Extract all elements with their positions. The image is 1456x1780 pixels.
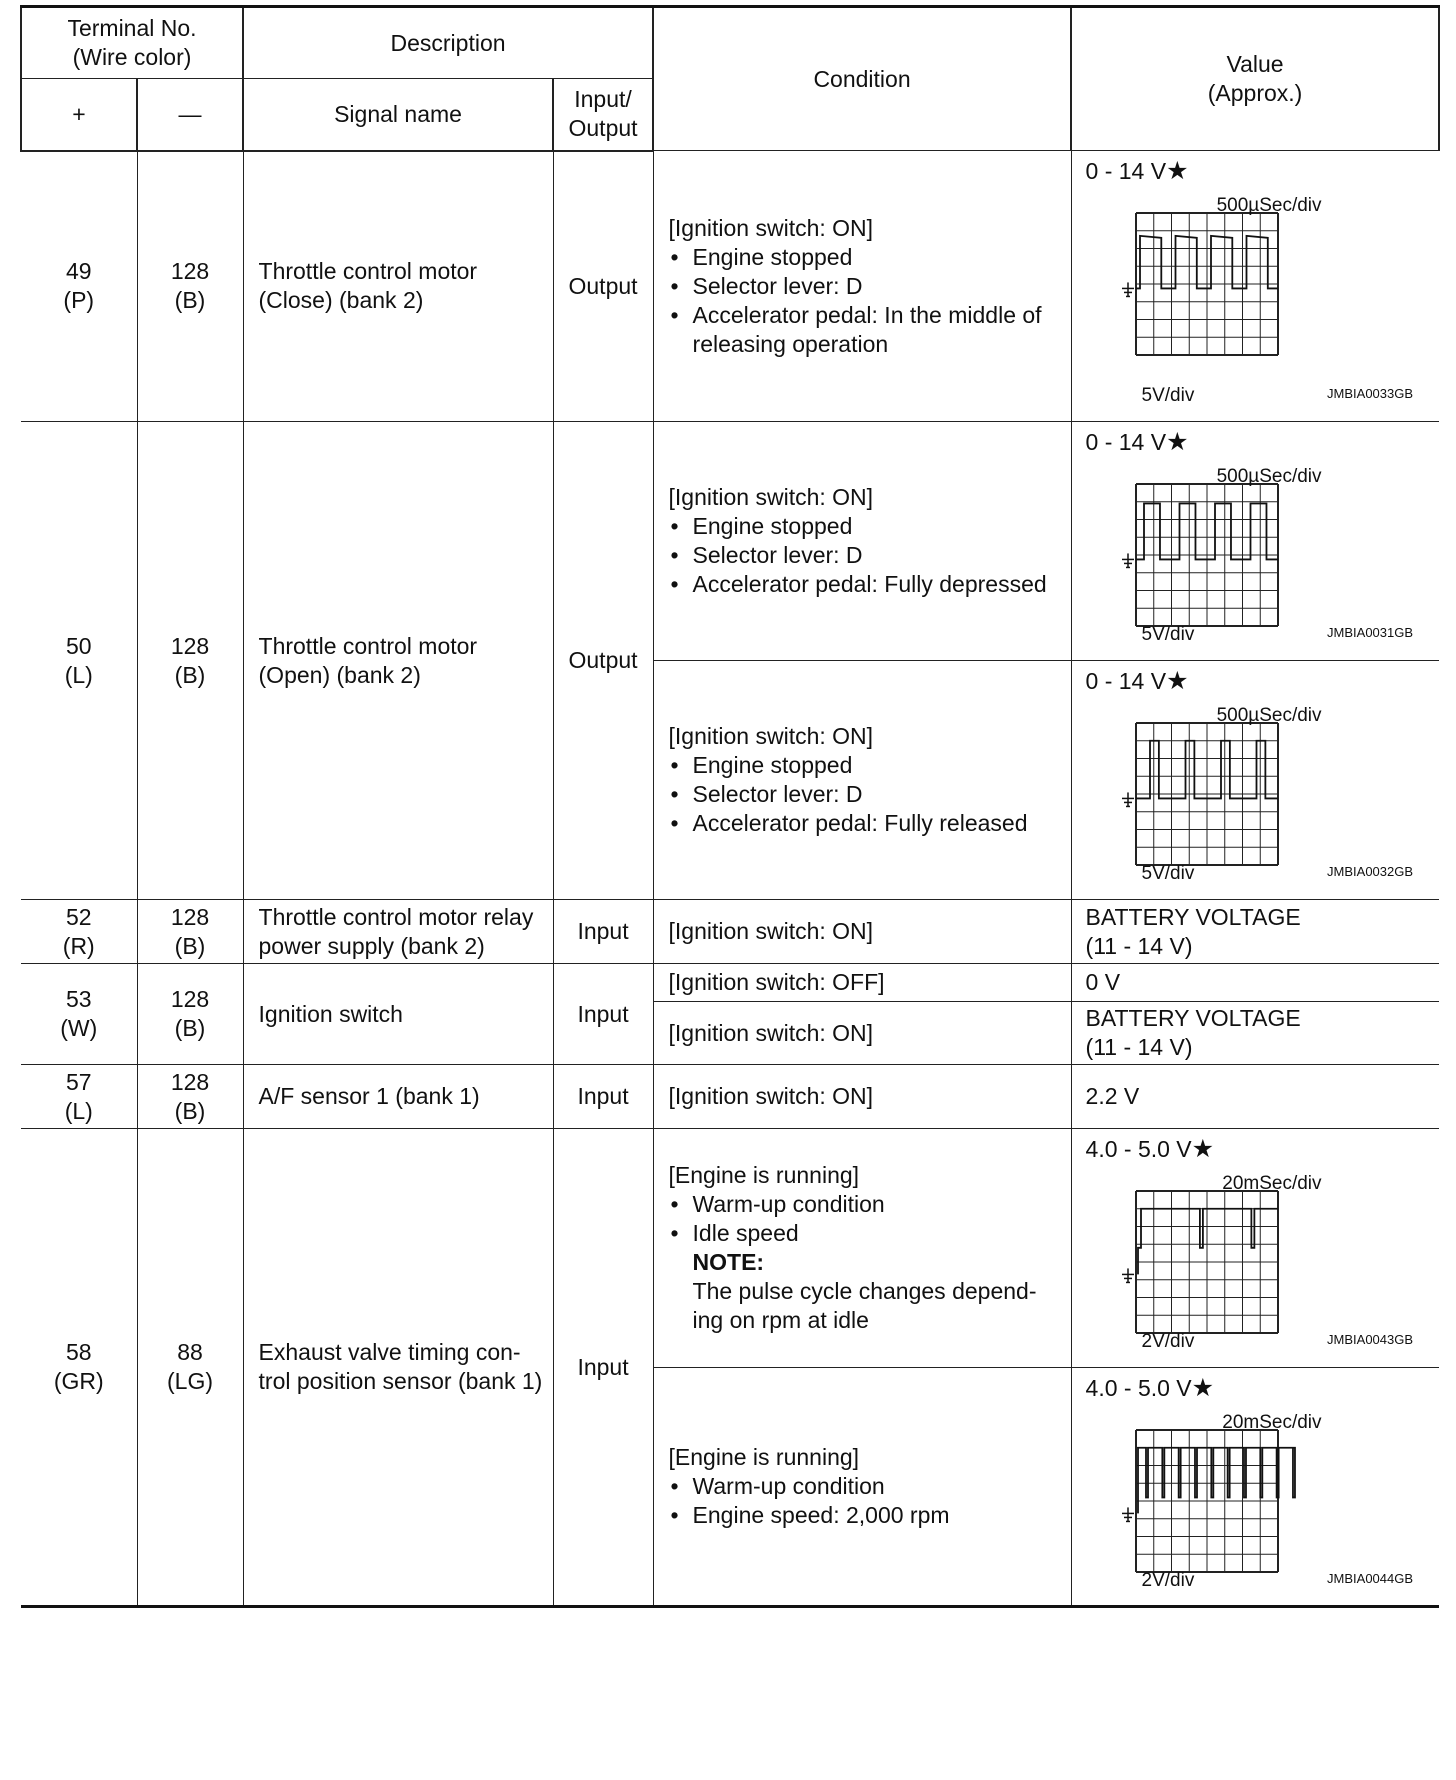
- scope-figure-code: JMBIA0031GB: [1327, 625, 1414, 640]
- terminal-rows: [21, 151, 1439, 1607]
- value-line: 2.2 V: [1085, 1083, 1140, 1109]
- terminal-plus: [21, 964, 137, 1065]
- table-row: [21, 422, 1439, 661]
- value-waveform-box: [1072, 1129, 1440, 1366]
- signal-name: [243, 422, 553, 900]
- terminal-plus-number: 53: [65, 986, 92, 1012]
- value-line: (11 - 14 V): [1085, 932, 1193, 959]
- terminal-plus-number: 49: [65, 258, 92, 285]
- condition-text: [669, 1082, 1065, 1111]
- value-line: 0 V: [1085, 969, 1121, 995]
- table-row: [21, 1065, 1439, 1129]
- value-cell: [1071, 1002, 1439, 1065]
- terminal-minus: [137, 900, 243, 964]
- ground-icon: [1122, 792, 1134, 806]
- signal-name: [243, 964, 553, 1065]
- scope-figure-code: JMBIA0043GB: [1327, 1332, 1414, 1347]
- value-cell: [1071, 422, 1439, 661]
- terminal-minus-number: 128: [170, 258, 210, 285]
- condition-list: [669, 1190, 1065, 1248]
- terminal-plus-wire-color: (L): [64, 661, 93, 688]
- star-icon: ★: [1166, 157, 1189, 185]
- scope-volt-div: 2V/div: [1141, 1331, 1195, 1352]
- terminal-minus-number: 128: [170, 1068, 210, 1095]
- terminal-minus-number: 128: [170, 903, 210, 930]
- table-row: [21, 900, 1439, 964]
- condition-item: • Accelerator pedal: In the middle of releasing operation: [669, 301, 1065, 359]
- terminal-minus-wire-color: (B): [174, 1015, 206, 1041]
- value-voltage: [1086, 667, 1189, 696]
- header-minus: —: [137, 79, 243, 151]
- input-output: Input: [553, 1065, 653, 1129]
- condition-text: [669, 722, 1065, 838]
- scope-time-div: 500µSec/div: [1216, 705, 1322, 726]
- terminal-plus-wire-color: (GR): [53, 1368, 104, 1394]
- terminal-plus-number: 58: [65, 1339, 92, 1365]
- star-icon: ★: [1191, 1135, 1215, 1163]
- scope-volt-div: 5V/div: [1141, 624, 1195, 645]
- scope-figure-code: JMBIA0033GB: [1327, 386, 1414, 401]
- table-row: [21, 1129, 1439, 1368]
- scope-time-div: 20mSec/div: [1222, 1412, 1322, 1433]
- terminal-plus-number: 57: [65, 1068, 92, 1095]
- star-icon: ★: [1166, 667, 1189, 695]
- terminal-minus-wire-color: (B): [174, 932, 206, 959]
- terminal-minus-number: 88: [177, 1339, 203, 1365]
- condition-list: [669, 1472, 1065, 1530]
- value-cell: [1071, 900, 1439, 964]
- value-cell: [1071, 1368, 1439, 1607]
- value-voltage-text: 0 - 14 V: [1085, 429, 1167, 455]
- ground-icon: [1122, 282, 1134, 296]
- value-cell: [1071, 661, 1439, 900]
- condition-text: [669, 483, 1065, 599]
- condition-item: • Engine stopped: [669, 512, 1065, 541]
- signal-name-line: (Open) (bank 2): [258, 661, 421, 688]
- condition-text: [669, 214, 1065, 359]
- table-row: [21, 964, 1439, 1002]
- condition-head: [Ignition switch: ON]: [668, 1019, 874, 1046]
- value-cell: [1071, 1129, 1439, 1368]
- value-voltage: [1086, 1374, 1215, 1403]
- terminal-plus-number: 50: [65, 632, 92, 659]
- condition-text: [669, 968, 1065, 997]
- terminal-plus: [21, 900, 137, 964]
- terminal-minus: [137, 1129, 243, 1607]
- value-voltage-text: 0 - 14 V: [1085, 668, 1167, 694]
- header-input-output-line-1: Input/: [574, 86, 632, 113]
- terminal-spec-table: [20, 5, 1440, 1608]
- terminal-minus: [137, 422, 243, 900]
- signal-name-line: (Close) (bank 2): [258, 287, 424, 314]
- note-heading: NOTE:: [692, 1249, 765, 1275]
- value-line: BATTERY VOLTAGE: [1085, 903, 1301, 930]
- star-icon: ★: [1191, 1374, 1215, 1402]
- value-waveform-box: [1072, 1368, 1440, 1605]
- scope-time-div: 500µSec/div: [1216, 195, 1322, 216]
- terminal-plus: [21, 1129, 137, 1607]
- signal-name-line: power supply (bank 2): [258, 932, 485, 959]
- value-text: [1072, 1082, 1440, 1111]
- signal-name: [243, 1065, 553, 1129]
- condition-head: [Engine is running]: [668, 1444, 860, 1470]
- condition-cell: [653, 1002, 1071, 1065]
- signal-name-line: A/F sensor 1 (bank 1): [258, 1083, 480, 1109]
- value-cell: [1071, 964, 1439, 1002]
- signal-name: [243, 900, 553, 964]
- condition-item: • Engine speed: 2,000 rpm: [669, 1501, 1065, 1530]
- condition-item: • Warm-up condition: [669, 1472, 1065, 1501]
- condition-head: [Ignition switch: OFF]: [668, 969, 885, 995]
- header-condition: Condition: [653, 7, 1071, 151]
- condition-list: [669, 243, 1065, 359]
- condition-cell: [653, 1368, 1071, 1607]
- terminal-plus: [21, 422, 137, 900]
- terminal-plus: [21, 1065, 137, 1129]
- header-terminal-no: [21, 7, 243, 79]
- header-signal-name: Signal name: [243, 79, 553, 151]
- value-line: (11 - 14 V): [1085, 1034, 1193, 1060]
- note-text: ing on rpm at idle: [692, 1307, 869, 1333]
- terminal-minus: [137, 1065, 243, 1129]
- input-output: Output: [553, 422, 653, 900]
- signal-name-line: trol position sensor (bank 1): [258, 1368, 543, 1394]
- input-output: Input: [553, 900, 653, 964]
- value-voltage-text: 4.0 - 5.0 V: [1085, 1136, 1192, 1162]
- condition-text: [669, 1161, 1065, 1335]
- signal-name-line: Ignition switch: [258, 1000, 403, 1027]
- condition-item: • Engine stopped: [669, 751, 1065, 780]
- signal-name-line: Throttle control motor: [258, 632, 478, 659]
- condition-head: [Ignition switch: ON]: [668, 1083, 874, 1109]
- condition-head: [Engine is running]: [668, 1162, 860, 1188]
- value-voltage: [1086, 157, 1189, 186]
- condition-cell: [653, 964, 1071, 1002]
- terminal-plus: [21, 151, 137, 422]
- header-value-text: Value: [1226, 51, 1284, 77]
- value-voltage: [1086, 428, 1189, 457]
- terminal-minus-wire-color: (B): [174, 1097, 206, 1124]
- condition-text: [669, 1443, 1065, 1530]
- terminal-plus-wire-color: (R): [62, 932, 95, 959]
- header-value: [1071, 7, 1439, 151]
- signal-name-line: Throttle control motor relay: [258, 903, 534, 930]
- terminal-plus-wire-color: (P): [63, 287, 95, 314]
- condition-head: [Ignition switch: ON]: [668, 723, 874, 749]
- signal-name: [243, 1129, 553, 1607]
- terminal-minus-wire-color: (B): [174, 661, 206, 688]
- header-input-output: [553, 79, 653, 151]
- terminal-plus-wire-color: (L): [64, 1097, 93, 1124]
- signal-name: [243, 151, 553, 422]
- waveform-2000rpm-pulse: [1138, 1448, 1295, 1514]
- condition-head: [Ignition switch: ON]: [668, 484, 874, 510]
- value-text: [1072, 903, 1440, 961]
- header-wire-color-text: (Wire color): [72, 44, 192, 70]
- header-plus: +: [21, 79, 137, 151]
- value-voltage: [1086, 1135, 1215, 1164]
- input-output: Output: [553, 151, 653, 422]
- condition-cell: [653, 661, 1071, 900]
- terminal-plus-wire-color: (W): [60, 1015, 98, 1041]
- condition-text: [669, 917, 1065, 946]
- condition-item: • Engine stopped: [669, 243, 1065, 272]
- waveform-idle-pulse: [1138, 1209, 1278, 1275]
- condition-item: • Selector lever: D: [669, 272, 1065, 301]
- value-text: [1072, 968, 1440, 997]
- value-cell: [1071, 151, 1439, 422]
- signal-name-line: Exhaust valve timing con-: [258, 1339, 521, 1365]
- condition-cell: [653, 151, 1071, 422]
- scope-volt-div: 5V/div: [1141, 385, 1195, 406]
- note-text: The pulse cycle changes depend-: [692, 1278, 1037, 1304]
- condition-cell: [653, 900, 1071, 964]
- scope-figure-code: JMBIA0032GB: [1327, 864, 1414, 879]
- header-approx-text: (Approx.): [1207, 80, 1303, 106]
- terminal-plus-number: 52: [65, 903, 92, 930]
- condition-head: [Ignition switch: ON]: [668, 918, 874, 944]
- scope-time-div: 20mSec/div: [1222, 1173, 1322, 1194]
- ground-icon: [1122, 553, 1134, 567]
- scope-time-div: 500µSec/div: [1216, 466, 1322, 487]
- condition-cell: [653, 422, 1071, 661]
- condition-item: • Idle speed: [669, 1219, 1065, 1248]
- input-output: Input: [553, 1129, 653, 1607]
- input-output: Input: [553, 964, 653, 1065]
- value-line: BATTERY VOLTAGE: [1085, 1005, 1301, 1031]
- condition-list: [669, 751, 1065, 838]
- value-waveform-box: [1072, 151, 1440, 420]
- terminal-minus-wire-color: (LG): [167, 1368, 213, 1394]
- value-waveform-box: [1072, 422, 1440, 659]
- scope-figure-code: JMBIA0044GB: [1327, 1571, 1414, 1586]
- value-waveform-box: [1072, 661, 1440, 898]
- terminal-minus: [137, 964, 243, 1065]
- ground-icon: [1122, 1268, 1134, 1282]
- value-voltage-text: 0 - 14 V: [1085, 158, 1167, 184]
- scope-volt-div: 2V/div: [1141, 1570, 1195, 1591]
- condition-item: • Selector lever: D: [669, 541, 1065, 570]
- condition-text: [669, 1019, 1065, 1048]
- header-input-output-line-2: Output: [568, 115, 638, 142]
- condition-item: • Accelerator pedal: Fully released: [669, 809, 1065, 838]
- star-icon: ★: [1166, 428, 1189, 456]
- scope-volt-div: 5V/div: [1141, 863, 1195, 884]
- condition-list: [669, 512, 1065, 599]
- value-cell: [1071, 1065, 1439, 1129]
- header-description: Description: [243, 7, 653, 79]
- condition-cell: [653, 1129, 1071, 1368]
- value-text: [1072, 1004, 1440, 1062]
- header-terminal-no-text: Terminal No.: [67, 15, 197, 41]
- signal-name-line: Throttle control motor: [258, 258, 478, 285]
- terminal-spec-document: [20, 5, 1438, 1775]
- condition-item: • Warm-up condition: [669, 1190, 1065, 1219]
- condition-item: • Selector lever: D: [669, 780, 1065, 809]
- terminal-minus-number: 128: [170, 986, 210, 1012]
- condition-head: [Ignition switch: ON]: [668, 214, 874, 241]
- table-row: [21, 151, 1439, 422]
- value-voltage-text: 4.0 - 5.0 V: [1085, 1375, 1192, 1401]
- terminal-minus-wire-color: (B): [174, 287, 206, 314]
- ground-icon: [1122, 1507, 1134, 1521]
- condition-item: • Accelerator pedal: Fully depressed: [669, 570, 1065, 599]
- terminal-minus: [137, 151, 243, 422]
- condition-cell: [653, 1065, 1071, 1129]
- terminal-minus-number: 128: [170, 632, 210, 659]
